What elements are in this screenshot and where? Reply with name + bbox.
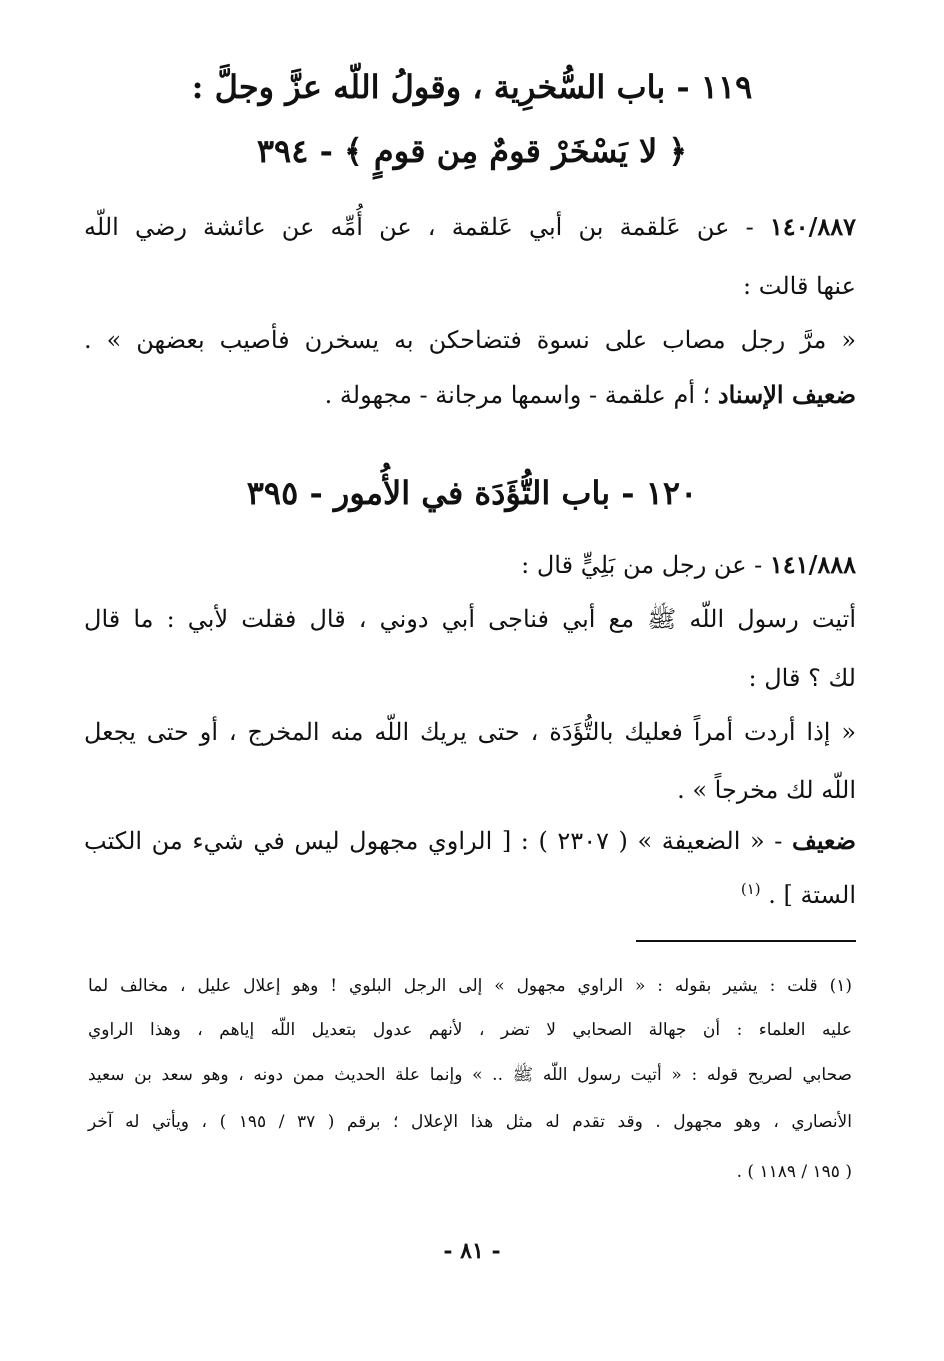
- hadith-141-matn-line2: اللّه لك مخرجاً » .: [677, 776, 856, 804]
- chapter-119-title-line1: ١١٩ - باب السُّخرِية ، وقولُ اللّه عزَّ وجلَّ :: [191, 68, 753, 106]
- chapter-120-title: ١٢٠ - باب التُّؤَدَة في الأُمور - ٣٩٥: [246, 474, 698, 512]
- hadith-140-matn: « مرَّ رجل مصاب على نسوة فتضاحكن به يسخرن فأصيب بعضهن » .: [84, 326, 856, 354]
- hadith-140-grade-text: ؛ أم علقمة - واسمها مرجانة - مجهولة .: [324, 381, 718, 409]
- hadith-141-line1: [84, 550, 856, 579]
- hadith-141-line3: لك ؟ قال :: [748, 664, 856, 692]
- footnote-line2: عليه العلماء : أن جهالة الصحابي لا تضر ، لأنهم عدول بتعديل اللّه إياهم ، وهذا الراوي: [88, 1020, 852, 1040]
- hadith-141-grade-line1: [84, 826, 856, 855]
- footnote-line4: الأنصاري ، وهو مجهول . وقد تقدم له مثل هذا الإعلال ؛ برقم ( ٣٧ / ١٩٥ ) ، ويأتي له آخر: [88, 1112, 852, 1132]
- footnote-separator: [636, 940, 856, 942]
- hadith-141-grade-label: ضعيف: [791, 826, 857, 855]
- hadith-140-line1: [84, 212, 856, 241]
- hadith-141-grade-line2: [84, 880, 856, 909]
- chapter-119-title-line2: ﴿ لا يَسْخَرْ قومٌ مِن قومٍ ﴾ - ٣٩٤: [256, 132, 688, 170]
- hadith-141-line1-text: - عن رجل من بَلِيٍّ قال :: [521, 551, 770, 579]
- page-number: - ٨١ -: [443, 1238, 501, 1264]
- hadith-141-grade-line1-text: - « الضعيفة » ( ٢٣٠٧ ) : [ الراوي مجهول ليس في شيء من الكتب: [84, 827, 792, 855]
- hadith-141-number: ١٤١/٨٨٨: [769, 550, 856, 579]
- hadith-141-line2: أتيت رسول اللّه ﷺ مع أبي فناجى أبي دوني ، قال فقلت لأبي : ما قال: [84, 605, 856, 633]
- hadith-141-grade-line2-text: الستة ] .: [768, 881, 856, 909]
- hadith-141-matn-line1: « إذا أردت أمراً فعليك بالتُّؤَدَة ، حتى يريك اللّه منه المخرج ، أو حتى يجعل: [84, 718, 856, 746]
- hadith-140-grade: [84, 380, 856, 409]
- footnote-line1: (١) قلت : يشير بقوله : « الراوي مجهول » إلى الرجل البلوي ! وهو إعلال عليل ، مخالف لما: [88, 976, 852, 996]
- hadith-140-line1-text: - عن عَلقمة بن أبي عَلقمة ، عن أُمِّه عن عائشة رضي اللّه: [84, 213, 770, 241]
- footnote-reference: (١): [740, 880, 761, 898]
- hadith-140-grade-label: ضعيف الإسناد: [717, 380, 856, 409]
- hadith-140-number: ١٤٠/٨٨٧: [769, 212, 856, 241]
- footnote-line3: صحابي لصريح قوله : « أتيت رسول اللّه ﷺ .. » وإنما علة الحديث ممن دونه ، وهو سعد بن سعيد: [88, 1065, 852, 1085]
- footnote-line5: ( ١٩٥ / ١١٨٩ ) .: [736, 1162, 852, 1182]
- hadith-140-line2: عنها قالت :: [743, 272, 856, 300]
